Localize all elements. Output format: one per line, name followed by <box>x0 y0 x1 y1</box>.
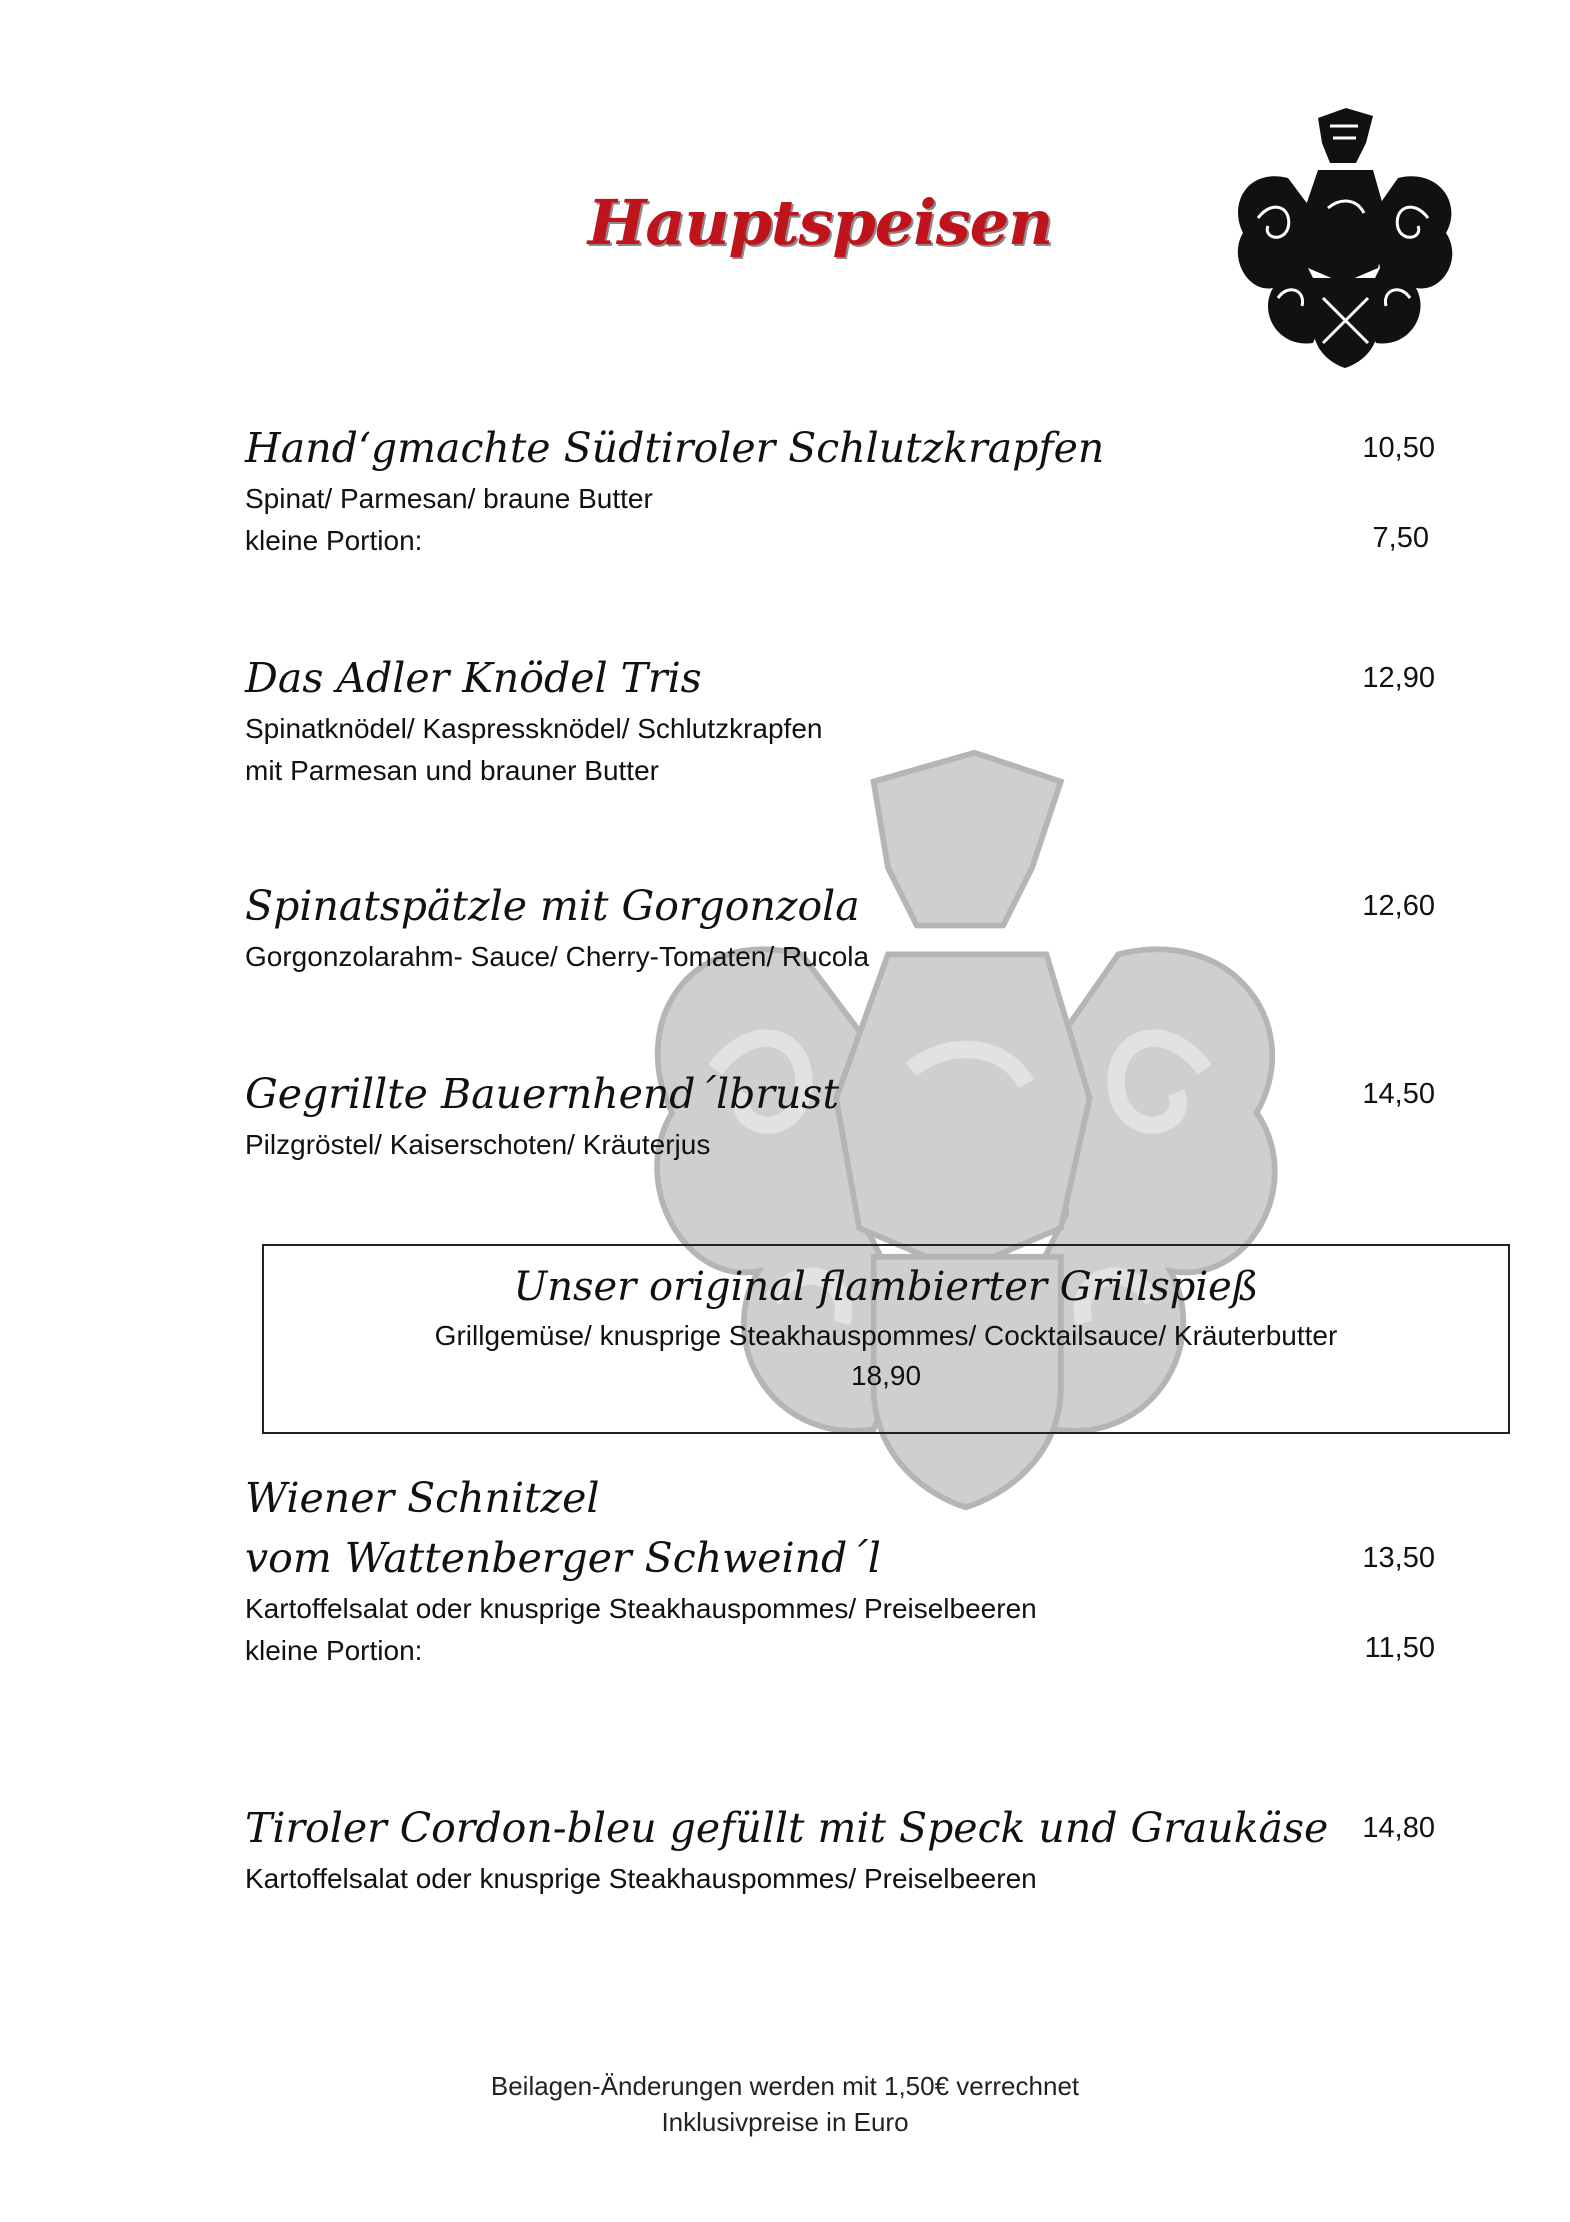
page-title: Hauptspeisen <box>587 186 1053 259</box>
dish-description: mit Parmesan und brauner Butter <box>245 755 659 786</box>
dish-description: Gorgonzolarahm- Sauce/ Cherry-Tomaten/ Rucola <box>245 941 870 972</box>
small-portion-price: 11,50 <box>1364 1632 1435 1664</box>
dish-price: 10,50 <box>1362 432 1435 464</box>
dish-name: Gegrillte Bauernhend´lbrust <box>245 1070 839 1118</box>
dish-price: 12,90 <box>1362 662 1435 694</box>
menu-item <box>245 1798 1435 1900</box>
dish-description: Kartoffelsalat oder knusprige Steakhauspommes/ Preiselbeeren <box>245 1863 1037 1894</box>
dish-name: Spinatspätzle mit Gorgonzola <box>245 882 860 930</box>
small-portion-price: 7,50 <box>1372 522 1429 554</box>
footer-note <box>0 2068 1570 2140</box>
special-item-box <box>262 1244 1510 1434</box>
menu-item <box>245 1064 1435 1166</box>
menu-item <box>245 648 1435 792</box>
dish-description: Kartoffelsalat oder knusprige Steakhauspommes/ Preiselbeeren <box>245 1593 1037 1624</box>
dish-price: 14,80 <box>1362 1812 1435 1844</box>
dish-price: 12,60 <box>1362 890 1435 922</box>
dish-name: Das Adler Knödel Tris <box>245 654 702 702</box>
dish-description: Spinatknödel/ Kaspressknödel/ Schlutzkrapfen <box>245 713 823 744</box>
footer-line: Beilagen-Änderungen werden mit 1,50€ verrechnet <box>490 2071 1080 2101</box>
dish-description: Spinat/ Parmesan/ braune Butter <box>245 483 653 514</box>
special-price: 18,90 <box>850 1360 922 1391</box>
small-portion-label: kleine Portion: <box>245 1635 423 1666</box>
menu-item <box>245 1468 1435 1672</box>
menu-item <box>245 418 1435 562</box>
special-name: Unser original flambierter Grillspieß <box>513 1264 1259 1310</box>
special-description: Grillgemüse/ knusprige Steakhauspommes/ Cocktailsauce/ Kräuterbutter <box>434 1320 1338 1351</box>
dish-description: Pilzgröstel/ Kaiserschoten/ Kräuterjus <box>245 1129 711 1160</box>
dish-price: 13,50 <box>1362 1542 1435 1574</box>
dish-name: Wiener Schnitzel <box>245 1474 600 1522</box>
menu-item <box>245 876 1435 978</box>
dish-price: 14,50 <box>1362 1078 1435 1110</box>
dish-name: Tiroler Cordon-bleu gefüllt mit Speck und Graukäse <box>245 1804 1329 1852</box>
small-portion-label: kleine Portion: <box>245 525 423 556</box>
dish-name: vom Wattenberger Schweind´l <box>245 1534 881 1582</box>
footer-line: Inklusivpreise in Euro <box>661 2107 909 2137</box>
dish-name: Hand‘gmachte Südtiroler Schlutzkrapfen <box>245 424 1105 472</box>
